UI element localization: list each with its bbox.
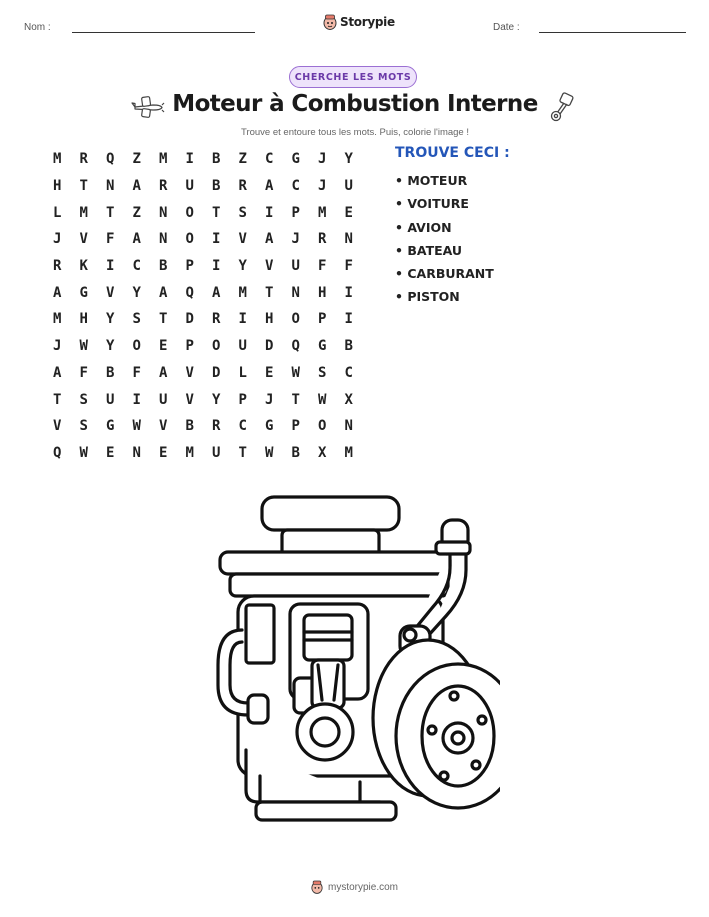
grid-letter[interactable]: I — [212, 231, 221, 248]
grid-letter[interactable]: T — [159, 311, 168, 328]
grid-letter[interactable]: C — [265, 151, 274, 168]
grid-letter[interactable]: V — [106, 284, 115, 301]
grid-letter[interactable]: X — [318, 444, 327, 461]
grid-letter[interactable]: R — [318, 231, 327, 248]
grid-letter[interactable]: I — [238, 311, 247, 328]
engine-illustration[interactable] — [200, 490, 500, 870]
grid-letter[interactable]: B — [106, 364, 115, 381]
grid-letter[interactable]: R — [79, 151, 88, 168]
grid-letter[interactable]: P — [318, 311, 327, 328]
grid-letter[interactable]: O — [185, 231, 194, 248]
grid-letter[interactable]: D — [265, 338, 274, 355]
grid-letter[interactable]: G — [318, 338, 327, 355]
grid-letter[interactable]: A — [159, 284, 168, 301]
grid-letter[interactable]: E — [159, 444, 168, 461]
grid-letter[interactable]: H — [53, 178, 62, 195]
name-label: Nom : — [24, 22, 51, 33]
grid-letter[interactable]: H — [318, 284, 327, 301]
grid-letter[interactable]: T — [79, 178, 88, 195]
grid-letter[interactable]: F — [344, 258, 353, 275]
grid-letter[interactable]: G — [265, 418, 274, 435]
word-search-grid[interactable] — [50, 146, 368, 466]
word-item: • PISTON — [395, 289, 460, 305]
grid-letter[interactable]: Z — [132, 151, 141, 168]
grid-letter[interactable]: B — [212, 151, 221, 168]
grid-letter[interactable]: F — [132, 364, 141, 381]
grid-letter[interactable]: B — [291, 444, 300, 461]
grid-letter[interactable]: Q — [106, 151, 115, 168]
grid-letter[interactable]: V — [185, 364, 194, 381]
grid-letter[interactable]: N — [344, 231, 353, 248]
grid-letter[interactable]: F — [79, 364, 88, 381]
grid-letter[interactable]: N — [106, 178, 115, 195]
grid-letter[interactable]: M — [344, 444, 353, 461]
grid-letter[interactable]: B — [344, 338, 353, 355]
footer-url[interactable]: mystorypie.com — [327, 881, 398, 893]
grid-letter[interactable]: N — [344, 418, 353, 435]
grid-letter[interactable]: Y — [106, 311, 115, 328]
storypie-mascot-icon — [311, 880, 323, 894]
grid-letter[interactable]: I — [344, 311, 353, 328]
grid-letter[interactable]: J — [291, 231, 300, 248]
date-line[interactable] — [539, 32, 686, 33]
grid-letter[interactable]: C — [238, 418, 247, 435]
grid-letter[interactable]: Y — [212, 391, 221, 408]
piston-icon — [546, 91, 576, 123]
date-label: Date : — [493, 22, 520, 33]
grid-letter[interactable]: T — [53, 391, 62, 408]
grid-letter[interactable]: E — [265, 364, 274, 381]
grid-letter[interactable]: M — [53, 151, 62, 168]
grid-letter[interactable]: M — [318, 204, 327, 221]
activity-badge: CHERCHE LES MOTS — [289, 66, 417, 88]
grid-letter[interactable]: I — [212, 258, 221, 275]
brand-name: Storypie — [340, 15, 395, 29]
grid-letter[interactable]: U — [212, 444, 221, 461]
grid-letter[interactable]: Y — [132, 284, 141, 301]
grid-letter[interactable]: J — [318, 178, 327, 195]
grid-letter[interactable]: P — [185, 338, 194, 355]
grid-letter[interactable]: I — [185, 151, 194, 168]
word-list — [395, 172, 494, 312]
grid-letter[interactable]: L — [238, 364, 247, 381]
grid-letter[interactable]: T — [291, 391, 300, 408]
grid-letter[interactable]: T — [106, 204, 115, 221]
grid-letter[interactable]: N — [132, 444, 141, 461]
grid-letter[interactable]: O — [318, 418, 327, 435]
grid-letter[interactable]: P — [291, 204, 300, 221]
grid-letter[interactable]: Q — [185, 284, 194, 301]
grid-letter[interactable]: A — [132, 231, 141, 248]
grid-letter[interactable]: U — [106, 391, 115, 408]
page-title: Moteur à Combustion Interne — [172, 91, 538, 117]
grid-letter[interactable]: D — [212, 364, 221, 381]
word-list-title: TROUVE CECI : — [395, 145, 510, 161]
grid-letter[interactable]: V — [79, 231, 88, 248]
grid-letter[interactable]: J — [318, 151, 327, 168]
grid-letter[interactable]: W — [265, 444, 274, 461]
grid-letter[interactable]: W — [318, 391, 327, 408]
grid-letter[interactable]: N — [159, 231, 168, 248]
grid-letter[interactable]: Z — [132, 204, 141, 221]
grid-letter[interactable]: O — [291, 311, 300, 328]
grid-letter[interactable]: F — [106, 231, 115, 248]
grid-letter[interactable]: M — [53, 311, 62, 328]
grid-letter[interactable]: N — [159, 204, 168, 221]
grid-letter[interactable]: D — [185, 311, 194, 328]
word-item: • VOITURE — [395, 196, 469, 212]
grid-letter[interactable]: P — [238, 391, 247, 408]
grid-letter[interactable]: S — [318, 364, 327, 381]
grid-letter[interactable]: Y — [238, 258, 247, 275]
grid-letter[interactable]: R — [212, 418, 221, 435]
grid-letter[interactable]: T — [212, 204, 221, 221]
grid-letter[interactable]: J — [53, 231, 62, 248]
grid-letter[interactable]: H — [265, 311, 274, 328]
grid-letter[interactable]: C — [344, 364, 353, 381]
grid-letter[interactable]: V — [185, 391, 194, 408]
grid-letter[interactable]: R — [53, 258, 62, 275]
grid-letter[interactable]: T — [238, 444, 247, 461]
grid-letter[interactable]: W — [291, 364, 300, 381]
grid-letter[interactable]: A — [53, 284, 62, 301]
grid-letter[interactable]: U — [185, 178, 194, 195]
grid-letter[interactable]: I — [344, 284, 353, 301]
grid-letter[interactable]: M — [185, 444, 194, 461]
grid-letter[interactable]: B — [159, 258, 168, 275]
grid-letter[interactable]: A — [53, 364, 62, 381]
grid-letter[interactable]: U — [238, 338, 247, 355]
grid-letter[interactable]: C — [291, 178, 300, 195]
word-item: • CARBURANT — [395, 266, 494, 282]
grid-letter[interactable]: O — [212, 338, 221, 355]
brand-logo — [323, 14, 395, 30]
grid-letter[interactable]: Q — [53, 444, 62, 461]
grid-letter[interactable]: S — [132, 311, 141, 328]
grid-letter[interactable]: H — [79, 311, 88, 328]
airplane-icon — [131, 94, 165, 120]
grid-letter[interactable]: I — [106, 258, 115, 275]
grid-letter[interactable]: W — [79, 338, 88, 355]
grid-letter[interactable]: S — [79, 391, 88, 408]
instructions: Trouve et entoure tous les mots. Puis, colorie l'image ! — [241, 127, 469, 138]
grid-letter[interactable]: P — [291, 418, 300, 435]
grid-letter[interactable]: P — [185, 258, 194, 275]
grid-letter[interactable]: I — [132, 391, 141, 408]
grid-letter[interactable]: G — [291, 151, 300, 168]
grid-letter[interactable]: B — [185, 418, 194, 435]
grid-letter[interactable]: B — [212, 178, 221, 195]
grid-letter[interactable]: G — [79, 284, 88, 301]
grid-letter[interactable]: O — [132, 338, 141, 355]
grid-letter[interactable]: J — [53, 338, 62, 355]
grid-letter[interactable]: A — [159, 364, 168, 381]
grid-letter[interactable]: A — [212, 284, 221, 301]
grid-letter[interactable]: M — [79, 204, 88, 221]
grid-letter[interactable]: V — [238, 231, 247, 248]
grid-letter[interactable]: Y — [344, 151, 353, 168]
grid-letter[interactable]: X — [344, 391, 353, 408]
grid-letter[interactable]: E — [159, 338, 168, 355]
grid-letter[interactable]: A — [265, 178, 274, 195]
word-item: • MOTEUR — [395, 173, 468, 188]
grid-letter[interactable]: V — [265, 258, 274, 275]
word-item: • BATEAU — [395, 242, 463, 258]
grid-letter[interactable]: C — [132, 258, 141, 275]
grid-letter[interactable]: U — [159, 391, 168, 408]
grid-letter[interactable]: L — [53, 204, 62, 221]
grid-letter[interactable]: M — [159, 151, 168, 168]
grid-letter[interactable]: U — [291, 258, 300, 275]
grid-letter[interactable]: A — [132, 178, 141, 195]
grid-letter[interactable]: Q — [291, 338, 300, 355]
grid-letter[interactable]: R — [159, 178, 168, 195]
grid-letter[interactable]: O — [185, 204, 194, 221]
grid-letter[interactable]: G — [106, 418, 115, 435]
storypie-mascot-icon — [323, 14, 337, 30]
grid-letter[interactable]: R — [212, 311, 221, 328]
grid-letter[interactable]: J — [265, 391, 274, 408]
name-line[interactable] — [72, 32, 255, 33]
grid-letter[interactable]: W — [79, 444, 88, 461]
word-item: • AVION — [395, 219, 452, 235]
grid-letter[interactable]: S — [238, 204, 247, 221]
grid-letter[interactable]: U — [344, 178, 353, 195]
grid-letter[interactable]: I — [265, 204, 274, 221]
grid-letter[interactable]: W — [132, 418, 141, 435]
footer — [0, 880, 709, 894]
grid-letter[interactable]: E — [344, 204, 353, 221]
grid-letter[interactable]: V — [53, 418, 62, 435]
grid-letter[interactable]: V — [159, 418, 168, 435]
grid-letter[interactable]: K — [79, 258, 88, 275]
grid-letter[interactable]: N — [291, 284, 300, 301]
grid-letter[interactable]: Z — [238, 151, 247, 168]
grid-letter[interactable]: A — [265, 231, 274, 248]
grid-letter[interactable]: E — [106, 444, 115, 461]
grid-letter[interactable]: F — [318, 258, 327, 275]
grid-letter[interactable]: S — [79, 418, 88, 435]
grid-letter[interactable]: R — [238, 178, 247, 195]
grid-letter[interactable]: T — [265, 284, 274, 301]
grid-letter[interactable]: Y — [106, 338, 115, 355]
grid-letter[interactable]: M — [238, 284, 247, 301]
